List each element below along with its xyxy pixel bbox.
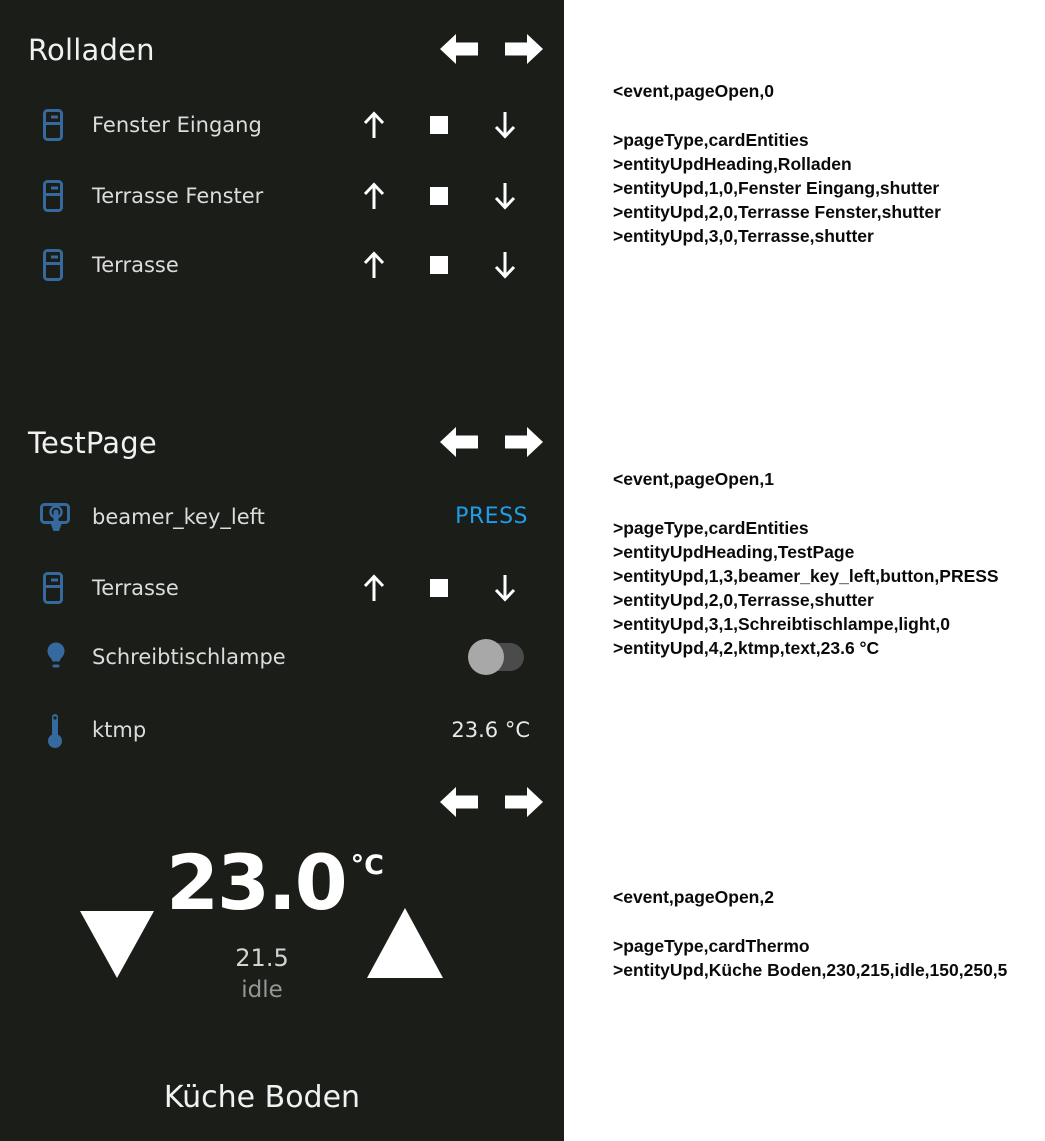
toggle-knob <box>468 639 504 675</box>
nav-next-button[interactable] <box>505 33 543 65</box>
arrow-down-icon <box>492 110 518 140</box>
arrow-down-icon <box>492 573 518 603</box>
arrow-left-icon <box>440 33 478 65</box>
shutter-stop-button[interactable] <box>430 116 448 134</box>
shutter-down-button[interactable] <box>492 573 518 603</box>
shutter-stop-button[interactable] <box>430 187 448 205</box>
arrow-up-icon <box>361 110 387 140</box>
stop-square-icon <box>430 116 448 134</box>
log-block-page1 <box>613 467 1043 660</box>
page-title: TestPage <box>28 426 157 460</box>
entity-label: beamer_key_left <box>92 505 265 529</box>
entity-row-shutter <box>0 105 564 145</box>
arrow-right-icon <box>505 33 543 65</box>
log-block-page2 <box>613 885 1043 982</box>
log-line: >entityUpd,Küche Boden,230,215,idle,150,250,5 <box>613 960 1008 980</box>
light-toggle-switch[interactable] <box>470 643 524 671</box>
arrow-up-icon <box>361 250 387 280</box>
window-shutter-icon <box>43 572 63 608</box>
shutter-down-button[interactable] <box>492 181 518 211</box>
shutter-stop-button[interactable] <box>430 256 448 274</box>
log-line: >entityUpdHeading,Rolladen <box>613 154 852 174</box>
entity-row-light <box>0 637 564 677</box>
shutter-stop-button[interactable] <box>430 579 448 597</box>
log-line: >entityUpd,3,0,Terrasse,shutter <box>613 226 874 246</box>
setpoint-value: 21.5 <box>235 944 289 972</box>
stop-square-icon <box>430 579 448 597</box>
gesture-tap-button-icon <box>40 500 70 537</box>
lightbulb-icon <box>46 641 66 678</box>
log-line: >entityUpd,2,0,Terrasse,shutter <box>613 590 874 610</box>
arrow-left-icon <box>440 426 478 458</box>
page-title: Rolladen <box>28 33 155 67</box>
hvac-state: idle <box>241 977 283 1003</box>
arrow-right-icon <box>505 786 543 818</box>
entity-row-shutter <box>0 176 564 216</box>
log-event-line: <event,pageOpen,2 <box>613 887 774 907</box>
shutter-up-button[interactable] <box>361 573 387 603</box>
press-button[interactable]: PRESS <box>455 504 528 529</box>
log-line: >entityUpd,2,0,Terrasse Fenster,shutter <box>613 202 941 222</box>
shutter-up-button[interactable] <box>361 110 387 140</box>
log-line: >entityUpd,1,0,Fenster Eingang,shutter <box>613 178 940 198</box>
nav-next-button[interactable] <box>505 786 543 818</box>
window-shutter-icon <box>43 249 63 285</box>
entity-label: Terrasse <box>92 253 179 277</box>
shutter-up-button[interactable] <box>361 250 387 280</box>
entity-label: Terrasse Fenster <box>92 184 264 208</box>
sensor-value: 23.6 °C <box>451 718 530 742</box>
log-line: >pageType,cardEntities <box>613 130 809 150</box>
thermostat-title: Küche Boden <box>163 1080 361 1115</box>
shutter-down-button[interactable] <box>492 250 518 280</box>
current-temperature-value: 23.0 <box>166 838 346 927</box>
log-line: >pageType,cardEntities <box>613 518 809 538</box>
log-line: >pageType,cardThermo <box>613 936 810 956</box>
stop-square-icon <box>430 256 448 274</box>
nav-prev-button[interactable] <box>440 426 478 458</box>
log-gap <box>613 103 1043 128</box>
nav-prev-button[interactable] <box>440 786 478 818</box>
log-line: >entityUpdHeading,TestPage <box>613 542 855 562</box>
entity-label: Terrasse <box>92 576 179 600</box>
entity-row-text <box>0 710 564 750</box>
shutter-up-button[interactable] <box>361 181 387 211</box>
arrow-down-icon <box>492 250 518 280</box>
log-line: >entityUpd,1,3,beamer_key_left,button,PRESS <box>613 566 999 586</box>
entity-row-button <box>0 497 564 537</box>
entity-label: ktmp <box>92 718 147 742</box>
log-event-line: <event,pageOpen,0 <box>613 81 774 101</box>
stop-square-icon <box>430 187 448 205</box>
arrow-left-icon <box>440 786 478 818</box>
window-shutter-icon <box>43 109 63 145</box>
log-block-page0 <box>613 79 1043 248</box>
entity-label: Schreibtischlampe <box>92 645 286 669</box>
nav-next-button[interactable] <box>505 426 543 458</box>
arrow-right-icon <box>505 426 543 458</box>
thermometer-icon <box>47 712 63 753</box>
entity-row-shutter <box>0 568 564 608</box>
arrow-down-icon <box>492 181 518 211</box>
window-shutter-icon <box>43 180 63 216</box>
log-line: >entityUpd,4,2,ktmp,text,23.6 °C <box>613 638 880 658</box>
log-line: >entityUpd,3,1,Schreibtischlampe,light,0 <box>613 614 950 634</box>
entity-row-shutter <box>0 245 564 285</box>
arrow-up-icon <box>361 573 387 603</box>
temperature-unit: °C <box>350 850 384 881</box>
log-event-line: <event,pageOpen,1 <box>613 469 774 489</box>
log-gap <box>613 491 1043 516</box>
log-gap <box>613 909 1043 934</box>
entity-label: Fenster Eingang <box>92 113 262 137</box>
shutter-down-button[interactable] <box>492 110 518 140</box>
nav-prev-button[interactable] <box>440 33 478 65</box>
arrow-up-icon <box>361 181 387 211</box>
